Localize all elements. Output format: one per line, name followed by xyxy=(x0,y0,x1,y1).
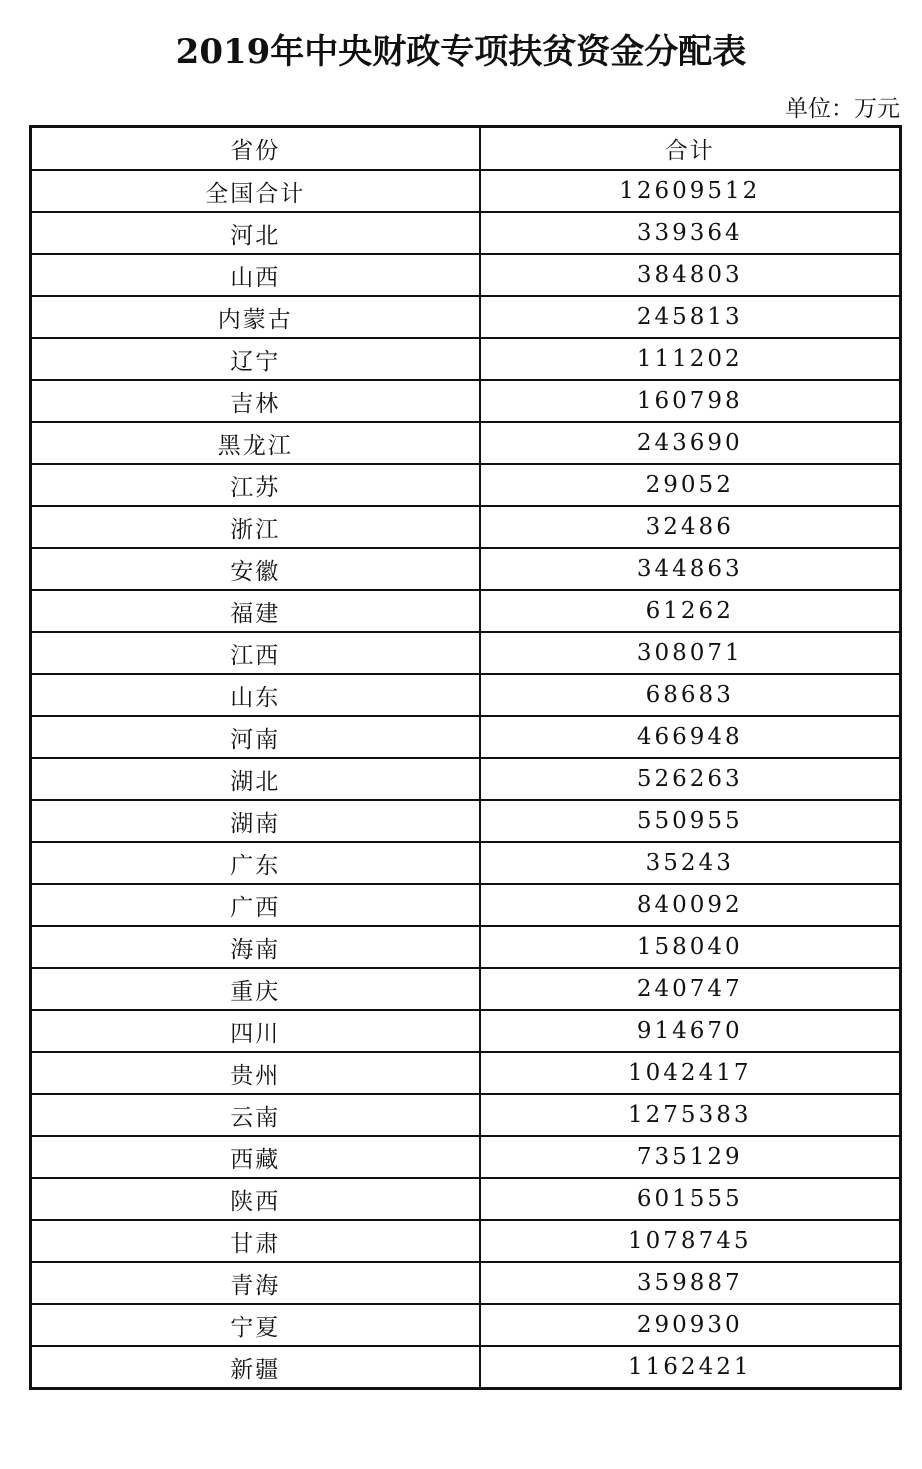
province-cell: 青海 xyxy=(31,1262,480,1304)
amount-cell: 550955 xyxy=(480,800,901,842)
province-cell: 辽宁 xyxy=(31,338,480,380)
table-row xyxy=(31,1094,901,1136)
province-cell: 广东 xyxy=(31,842,480,884)
table-row xyxy=(31,842,901,884)
table-row xyxy=(31,758,901,800)
amount-cell: 243690 xyxy=(480,422,901,464)
amount-cell: 29052 xyxy=(480,464,901,506)
amount-cell: 1162421 xyxy=(480,1346,901,1389)
unit-label: 单位：万元 xyxy=(785,96,900,122)
province-cell: 福建 xyxy=(31,590,480,632)
table-row xyxy=(31,1262,901,1304)
amount-cell: 1275383 xyxy=(480,1094,901,1136)
province-cell: 湖南 xyxy=(31,800,480,842)
amount-cell: 111202 xyxy=(480,338,901,380)
column-header-province: 省份 xyxy=(31,127,480,171)
amount-cell: 158040 xyxy=(480,926,901,968)
amount-cell: 1078745 xyxy=(480,1220,901,1262)
amount-cell: 68683 xyxy=(480,674,901,716)
amount-cell: 12609512 xyxy=(480,170,901,212)
amount-cell: 32486 xyxy=(480,506,901,548)
table-body xyxy=(31,170,901,1389)
province-cell: 重庆 xyxy=(31,968,480,1010)
province-cell: 江西 xyxy=(31,632,480,674)
province-cell: 浙江 xyxy=(31,506,480,548)
table-row xyxy=(31,422,901,464)
province-cell: 云南 xyxy=(31,1094,480,1136)
province-cell: 宁夏 xyxy=(31,1304,480,1346)
table-row xyxy=(31,716,901,758)
amount-cell: 601555 xyxy=(480,1178,901,1220)
table-row xyxy=(31,1346,901,1389)
table-row xyxy=(31,338,901,380)
province-cell: 贵州 xyxy=(31,1052,480,1094)
table-row xyxy=(31,296,901,338)
amount-cell: 359887 xyxy=(480,1262,901,1304)
amount-cell: 466948 xyxy=(480,716,901,758)
amount-cell: 35243 xyxy=(480,842,901,884)
province-cell: 新疆 xyxy=(31,1346,480,1389)
province-cell: 甘肃 xyxy=(31,1220,480,1262)
table-row xyxy=(31,800,901,842)
table-row xyxy=(31,926,901,968)
province-cell: 安徽 xyxy=(31,548,480,590)
province-cell: 全国合计 xyxy=(31,170,480,212)
amount-cell: 308071 xyxy=(480,632,901,674)
table-header-row xyxy=(31,127,901,171)
province-cell: 黑龙江 xyxy=(31,422,480,464)
column-header-total: 合计 xyxy=(480,127,901,171)
amount-cell: 245813 xyxy=(480,296,901,338)
amount-cell: 840092 xyxy=(480,884,901,926)
table-row xyxy=(31,380,901,422)
province-cell: 山东 xyxy=(31,674,480,716)
province-cell: 河北 xyxy=(31,212,480,254)
amount-cell: 914670 xyxy=(480,1010,901,1052)
table-row xyxy=(31,1010,901,1052)
page-title: 2019年中央财政专项扶贫资金分配表 xyxy=(175,32,747,72)
amount-cell: 526263 xyxy=(480,758,901,800)
table-row xyxy=(31,254,901,296)
amount-cell: 61262 xyxy=(480,590,901,632)
amount-cell: 290930 xyxy=(480,1304,901,1346)
allocation-table xyxy=(29,125,902,1390)
province-cell: 河南 xyxy=(31,716,480,758)
province-cell: 四川 xyxy=(31,1010,480,1052)
province-cell: 湖北 xyxy=(31,758,480,800)
province-cell: 海南 xyxy=(31,926,480,968)
province-cell: 陕西 xyxy=(31,1178,480,1220)
province-cell: 江苏 xyxy=(31,464,480,506)
table-row xyxy=(31,170,901,212)
table-row xyxy=(31,1136,901,1178)
table-row xyxy=(31,590,901,632)
province-cell: 山西 xyxy=(31,254,480,296)
table-row xyxy=(31,674,901,716)
amount-cell: 735129 xyxy=(480,1136,901,1178)
table-row xyxy=(31,632,901,674)
amount-cell: 160798 xyxy=(480,380,901,422)
table-row xyxy=(31,548,901,590)
table-row xyxy=(31,884,901,926)
table-row xyxy=(31,968,901,1010)
amount-cell: 240747 xyxy=(480,968,901,1010)
table-row xyxy=(31,1052,901,1094)
table-row xyxy=(31,212,901,254)
province-cell: 内蒙古 xyxy=(31,296,480,338)
amount-cell: 339364 xyxy=(480,212,901,254)
province-cell: 吉林 xyxy=(31,380,480,422)
amount-cell: 344863 xyxy=(480,548,901,590)
province-cell: 西藏 xyxy=(31,1136,480,1178)
table-row xyxy=(31,1304,901,1346)
province-cell: 广西 xyxy=(31,884,480,926)
table-row xyxy=(31,506,901,548)
table-row xyxy=(31,464,901,506)
amount-cell: 1042417 xyxy=(480,1052,901,1094)
table-row xyxy=(31,1220,901,1262)
table-row xyxy=(31,1178,901,1220)
amount-cell: 384803 xyxy=(480,254,901,296)
